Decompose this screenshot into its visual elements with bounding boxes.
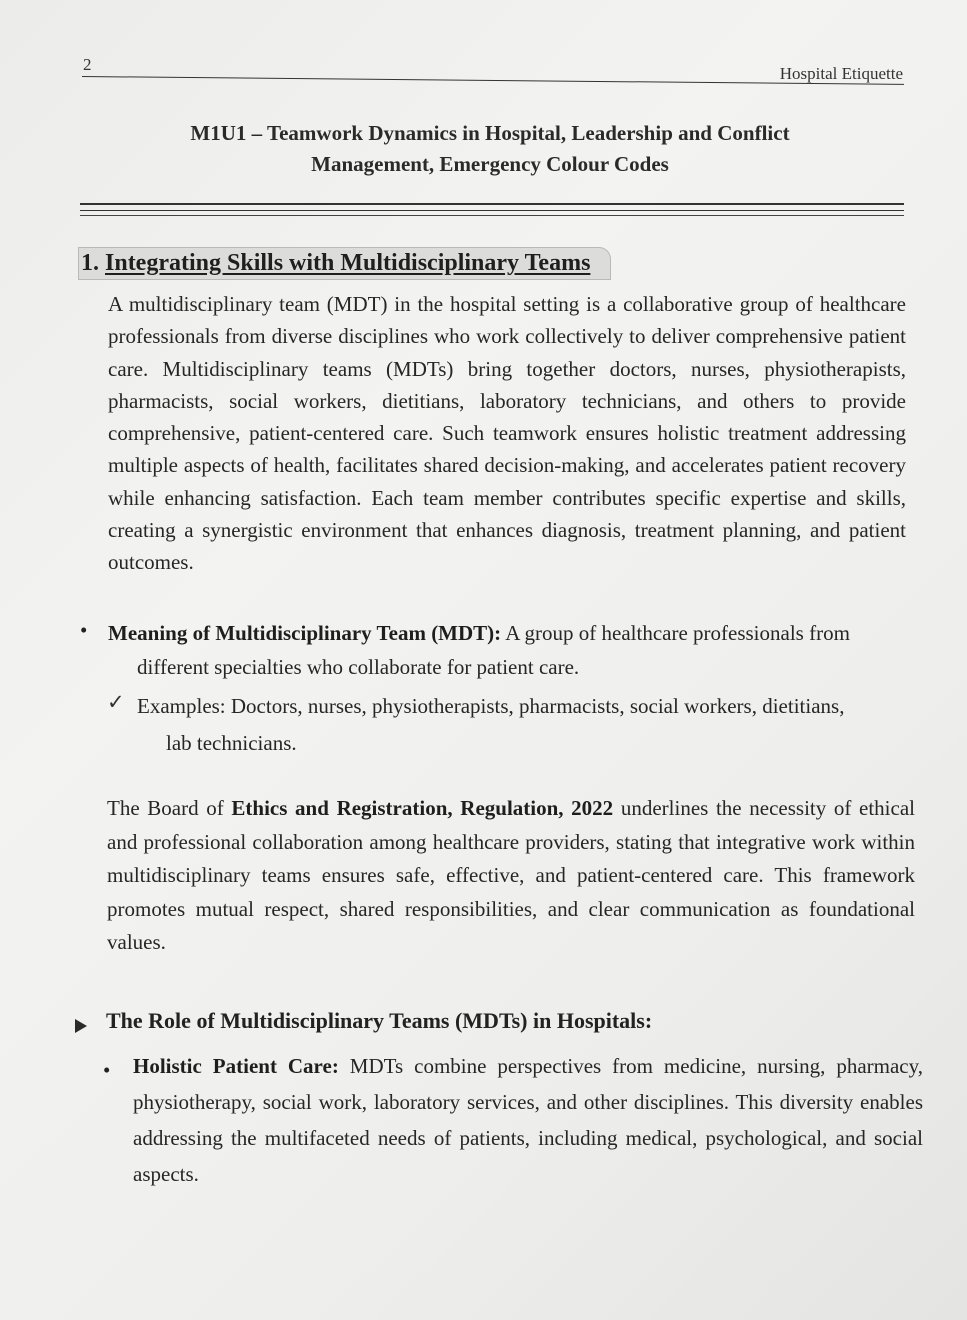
title-rule-top (80, 203, 904, 205)
board-rest: underlines the necessity of ethical and professional collaboration among healthcare providers, stating that integrative work within multidisciplinary teams ensures safe, effective, and patient-centered care. This framework promotes mutual respect, shared responsibilities, and clear communication as foundational values. (107, 796, 915, 954)
unit-title-line-2: Management, Emergency Colour Codes (311, 152, 669, 176)
board-prefix: The Board of (107, 796, 232, 820)
examples-line-2: lab technicians. (166, 731, 297, 755)
section-heading-text: Integrating Skills with Multidisciplinary Teams (105, 250, 591, 276)
board-regulation-name: Ethics and Registration, Regulation, 2022 (231, 796, 614, 820)
examples-item (137, 688, 917, 762)
meaning-definition-line-1: A group of healthcare professionals from (501, 621, 850, 645)
examples-line-1: Examples: Doctors, nurses, physiotherapists, pharmacists, social workers, dietitians, (137, 694, 845, 718)
bullet-dot: • (80, 618, 88, 642)
meaning-term: Meaning of Multidisciplinary Team (MDT): (108, 621, 502, 645)
unit-title (100, 118, 880, 180)
holistic-care-item (133, 1048, 923, 1192)
section-number: 1. (81, 250, 99, 276)
intro-paragraph: A multidisciplinary team (MDT) in the hospital setting is a collaborative group of healthcare professionals from diverse disciplines who work collectively to deliver comprehensive patient care. Multidisciplinary teams (MDTs) bring together doctors, nurses, physiotherapists, pharmacists, social workers, dietitians, laboratory technicians, and others to provide comprehensive, patient-centered care. Such teamwork ensures holistic treatment addressing multiple aspects of health, facilitates shared decision-making, and accelerates patient recovery while enhancing satisfaction. Each team member contributes specific expertise and skills, creating a synergistic environment that enhances diagnosis, treatment planning, and patient outcomes. (108, 292, 906, 575)
unit-title-line-1: M1U1 – Teamwork Dynamics in Hospital, Leadership and Conflict (190, 121, 790, 145)
page-number: 2 (83, 55, 92, 74)
roles-heading: The Role of Multidisciplinary Teams (MDTs) in Hospitals: (106, 1008, 653, 1033)
meaning-item (108, 616, 913, 684)
running-head: Hospital Etiquette (779, 64, 903, 83)
section-heading (78, 247, 611, 280)
holistic-care-text: MDTs combine perspectives from medicine, nursing, pharmacy, physiotherapy, social work, laboratory services, and other disciplines. This diversity enables addressing the multifaceted needs of patients, including medical, psychological, and social aspects. (133, 1054, 923, 1186)
board-paragraph (107, 792, 915, 960)
title-rule-middle (80, 210, 904, 211)
holistic-care-term: Holistic Patient Care: (133, 1054, 339, 1078)
bullet-dot: • (103, 1058, 111, 1082)
meaning-definition-line-2: different specialties who collaborate for patient care. (137, 655, 580, 679)
check-icon: ✓ (107, 690, 125, 714)
title-rule-bottom (80, 215, 904, 216)
triangle-right-icon (75, 1019, 87, 1033)
